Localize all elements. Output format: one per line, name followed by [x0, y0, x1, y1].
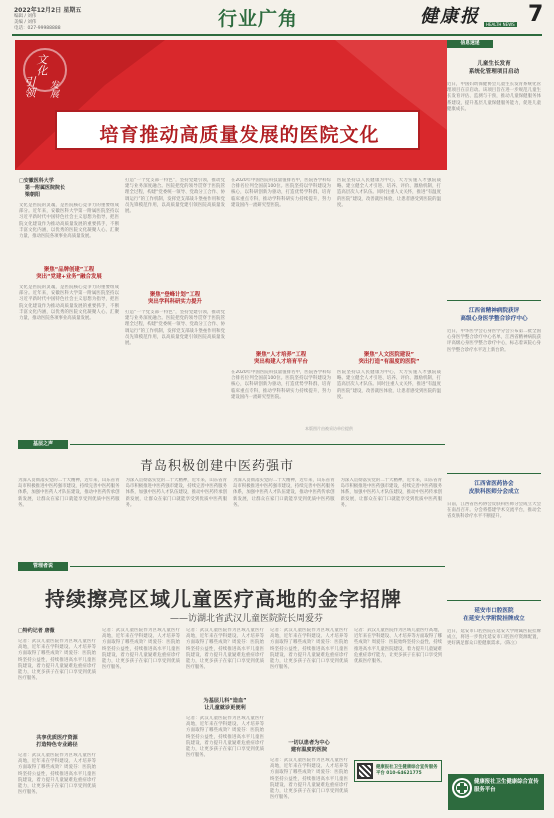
subheading: 突出构建人才培育平台 — [254, 359, 308, 365]
subheading: 突出“党建+业务”融合发展 — [36, 274, 102, 280]
ad-box — [354, 760, 442, 782]
subheading: 共享优质医疗资源 — [36, 735, 78, 741]
article-column-2 — [125, 178, 225, 414]
body-text: 为深入贯彻落实党的二十大精神，近年来，山东省青岛市积极推进中医药强市建设，持续完善中医药服务体系，加强中医药人才队伍建设，推动中医药传承创新发展，让群众在家门口就能享受到优质中医药服务。 — [125, 478, 227, 508]
article-column-4 — [337, 178, 441, 414]
author-affiliation: □安徽医科大学 — [19, 178, 54, 184]
section-headline: 青岛积极创建中医药强市 — [140, 459, 295, 474]
interview-body — [18, 628, 442, 814]
body-text: 文化是医院的灵魂，是医院核心竞争力的重要组成部分。近年来，安徽医科大学第一附属医院坚持以习近平新时代中国特色社会主义思想为指导，把医院文化建设作为推动高质量发展的重要抓手，不断丰富文化内涵，以优秀的医院文化凝聚人心、汇聚力量，推动医院各项事业高质量发展。 — [19, 203, 119, 240]
author-name: 梁朝阳 — [25, 192, 41, 198]
subheading: 为基层儿科“造血” — [203, 698, 247, 704]
section-name: 行业广角 — [218, 8, 299, 30]
article-column-1 — [19, 178, 119, 389]
headline-box — [55, 110, 420, 150]
interview-column-4 — [270, 628, 348, 814]
body-text: 记者：武汉儿童医院作为区域儿童医疗高地，近年来在学科建设、人才培养等方面取得了哪些成效？周爱芬：医院始终坚持公益性，持续推进高水平儿童医院建设，着力提升儿童疑难危重症诊疗能力，让更多孩子在家门口享受到优质医疗服务。 — [102, 628, 180, 671]
body-text: 打造“一个党支部一特色”，坚持党建引领，推动党建与业务深度融合。医院把党的领导贯穿于医院管理全过程，构建“党委统一领导、党政分工合作、协调运行”的工作机制，发挥党支部战斗堡垒作用和党员先锋模范作用，以高质量党建引领医院高质量发展。 — [125, 310, 225, 347]
subheading: 聚焦“登峰计划”工程 — [149, 292, 201, 298]
body-text: 记者：武汉儿童医院作为区域儿童医疗高地，近年来在学科建设、人才培养等方面取得了哪些成效？周爱芬：医院始终坚持公益性，持续推进高水平儿童医院建设，着力提升儿童疑难危重症诊疗能力，让更多孩子在家门口享受到优质医疗服务。 — [270, 628, 348, 671]
body-text: 文化是医院的灵魂，是医院核心竞争力的重要组成部分。近年来，安徽医科大学第一附属医院坚持以习近平新时代中国特色社会主义思想为指导，把医院文化建设作为推动高质量发展的重要抓手，不断丰富文化内涵，以优秀的医院文化凝聚人心、汇聚力量，推动医院各项事业高质量发展。 — [19, 285, 119, 322]
body-text: 为深入贯彻落实党的二十大精神，近年来，山东省青岛市积极推进中医药强市建设，持续完善中医药服务体系，加强中医药人才队伍建设，推动中医药传承创新发展，让群众在家门口就能享受到优质中医药服务。 — [233, 478, 335, 508]
sidebar-headline: 在延安大学附院挂牌成立 — [463, 616, 525, 622]
body-text: 记者：武汉儿童医院作为区域儿童医疗高地，近年来在学科建设、人才培养等方面取得了哪些成效？周爱芬：医院始终坚持公益性，持续推进高水平儿童医院建设，着力提升儿童疑难危重症诊疗能力，让更多孩子在家门口享受到优质医疗服务。 — [270, 758, 348, 801]
sidebar-headline: 江西省精神病院获评 — [468, 308, 520, 314]
editor-credits — [14, 14, 61, 32]
section-divider — [70, 444, 445, 445]
sidebar-headline: 儿童生长发育 — [477, 61, 511, 67]
body-text: 在2020年中国医院科技量值排名中，医院各学科综合排名位列全国前100位。医院坚持以学科建设为核心，以科研创新为驱动，打造优势学科群，培育临床重点专科，推动学科科研实力持续提升，努力建设国内一流研究型医院。 — [231, 178, 331, 208]
headline: 培育推动高质量发展的医院文化 — [99, 124, 380, 146]
sidebar-headline: 系统化管理项目启动 — [468, 69, 520, 75]
art-text: 文化 — [35, 54, 48, 76]
lead-article — [15, 40, 447, 437]
interview-column-3 — [186, 628, 264, 816]
body-text: 记者：武汉儿童医院作为区域儿童医疗高地，近年来在学科建设、人才培养等方面取得了哪些成效？周爱芬：医院始终坚持公益性，持续推进高水平儿童医院建设，着力提升儿童疑难危重症诊疗能力，让更多孩子在家门口享受到优质医疗服务。 — [186, 716, 264, 759]
sidebar-text: 近日，延安市口腔医院在延安大学附属医院挂牌成立，将进一步优化延安市口腔医疗资源配置，更好满足群众口腔健康需求。（陈立） — [447, 629, 541, 647]
art-text: 发展 — [48, 80, 58, 98]
logo-mark-icon — [452, 778, 472, 798]
masthead — [420, 2, 528, 30]
masthead-title: 健康报 — [420, 6, 480, 27]
subheading: 聚焦“人才培养”工程 — [255, 352, 307, 358]
logo-icon — [452, 778, 472, 798]
photo-caption: 本版图片由被采访单位提供 — [305, 426, 353, 431]
body-text: 记者：武汉儿童医院作为区域儿童医疗高地，近年来在学科建设、人才培养等方面取得了哪些成效？周爱芬：医院始终坚持公益性，持续推进高水平儿童医院建设，着力提升儿童疑难危重症诊疗能力，让更多孩子在家门口享受到优质医疗服务。 — [186, 628, 264, 671]
issue-date: 2022年12月2日 星期五 — [14, 7, 82, 14]
author-title: 第一附属医院院长 — [25, 185, 66, 191]
subheading: 聚焦“人文医院建设” — [363, 352, 415, 358]
sidebar-text: 近日，中华医学会心身医学分会公布第二批全国心身医学整合诊疗中心名单，江西省精神病院获评高级心身医学整合诊疗中心，标志着该院心身医学整合诊疗水平迈上新台阶。 — [447, 329, 541, 353]
section-subheadline: ——访湖北省武汉儿童医院院长周爱芬 — [170, 614, 324, 624]
section-divider — [70, 566, 445, 567]
subheading: 让儿童就诊更便利 — [204, 705, 246, 711]
interview-column-2 — [102, 628, 180, 814]
body-text: 记者：武汉儿童医院作为区域儿童医疗高地，近年来在学科建设、人才培养等方面取得了哪些成效？周爱芬：医院始终坚持公益性，持续推进高水平儿童医院建设，着力提升儿童疑难危重症诊疗能力，让更多孩子在家门口享受到优质医疗服务。 — [18, 639, 96, 682]
subheading: 突出打造“有温度的医院” — [358, 359, 420, 365]
phone-line: 电话：027-99988888 — [14, 26, 61, 31]
body-text: 医院坚持以人民健康为中心，大力实施人才强院战略。建立健全人才引进、培养、评价、激励机制，打造高层次人才队伍。同时注重人文关怀，推进“有温度的医院”建设，改善就医体验，让患者感受到医院的温度。 — [337, 178, 441, 208]
body-text: 记者：武汉儿童医院作为区域儿童医疗高地，近年来在学科建设、人才培养等方面取得了哪些成效？周爱芬：医院始终坚持公益性，持续推进高水平儿童医院建设，着力提升儿童疑难危重症诊疗能力，让更多孩子在家门口享受到优质医疗服务。 — [18, 753, 96, 796]
interview-column-1 — [18, 628, 96, 803]
sidebar-headline: 延安市口腔医院 — [474, 608, 514, 614]
subheading: 聚焦“品牌创建”工程 — [43, 267, 95, 273]
article-column-3 — [231, 178, 331, 414]
body-text: 医院坚持以人民健康为中心，大力实施人才强院战略。建立健全人才引进、培养、评价、激励机制，打造高层次人才队伍。同时注重人文关怀，推进“有温度的医院”建设，改善就医体验，让患者感受到医院的温度。 — [337, 370, 441, 400]
sidebar-divider — [447, 473, 541, 474]
subheading: 突出学科科研实力提升 — [148, 299, 202, 305]
section2-columns — [18, 478, 442, 556]
news-sidebar — [447, 40, 541, 818]
body-text: 为深入贯彻落实党的二十大精神，近年来，山东省青岛市积极推进中医药强市建设，持续完善中医药服务体系，加强中医药人才队伍建设，推动中医药传承创新发展，让群众在家门口就能享受到优质中医药服务。 — [18, 478, 120, 508]
body-text: 记者：武汉儿童医院作为区域儿童医疗高地，近年来在学科建设、人才培养等方面取得了哪些成效？周爱芬：医院始终坚持公益性，持续推进高水平儿童医院建设，着力提升儿童疑难危重症诊疗能力，让更多孩子在家门口享受到优质医疗服务。 — [354, 628, 442, 665]
body-text: 在2020年中国医院科技量值排名中，医院各学科综合排名位列全国前100位。医院坚持以学科建设为核心，以科研创新为驱动，打造优势学科群，培育临床重点专科，推动学科科研实力持续提升，努力建设国内一流研究型医院。 — [231, 370, 331, 400]
qr-code-icon — [357, 763, 373, 779]
editor-line: 美编 / 刘伟 — [14, 20, 37, 25]
sidebar-divider — [447, 300, 541, 301]
subheading: 建有温度的医院 — [290, 747, 328, 753]
footer-text: 健康报社卫生健康综合宣传服务平台 — [474, 779, 539, 793]
interview-column-5 — [354, 628, 442, 782]
art-text: 引领 — [23, 76, 36, 98]
sidebar-headline: 江西省医药协会 — [474, 481, 514, 487]
subheading: 打造特色专业路径 — [36, 742, 78, 748]
masthead-english: HEALTH NEWS — [486, 22, 515, 27]
sidebar-text: 近日，中国妇幼保健协会儿童生长发育系统化管理项目在京启动。该项目旨在进一步规范儿童生长发育评估、监测与干预，推动儿童保健服务体系建设，提升基层儿童保健服务能力，促进儿童健康成长。 — [447, 82, 541, 112]
editor-line: 编辑 / 刘伟 — [14, 14, 37, 19]
section-tag: 基层之声 — [18, 440, 68, 449]
sidebar-tag: 信息速递 — [447, 40, 493, 48]
page-number: 7 — [528, 2, 544, 27]
reporter-byline: □特约记者 唐薇 — [18, 628, 55, 634]
section-tag: 管理者说 — [18, 562, 68, 571]
sidebar-headline: 皮肤科医师分会成立 — [468, 489, 520, 495]
ad-text: 健康报社卫生健康综合宣传服务平台 010-64621775 — [376, 765, 438, 776]
section-headline: 持续擦亮区域儿童医疗高地的金字招牌 — [45, 587, 402, 611]
sidebar-headline: 高级心身医学整合诊疗中心 — [460, 316, 528, 322]
subheading: 一切以患者为中心 — [288, 740, 330, 746]
body-text: 打造“一个党支部一特色”，坚持党建引领，推动党建与业务深度融合。医院把党的领导贯穿于医院管理全过程，构建“党委统一领导、党政分工合作、协调运行”的工作机制，发挥党支部战斗堡垒作用和党员先锋模范作用，以高质量党建引领医院高质量发展。 — [125, 178, 225, 215]
header-divider — [12, 34, 542, 36]
sidebar-text: 日前，江西省医药协会皮肤科医师分会成立大会在南昌召开。分会将搭建学术交流平台，推动全省皮肤科诊疗水平不断提升。 — [447, 502, 541, 520]
body-text: 为深入贯彻落实党的二十大精神，近年来，山东省青岛市积极推进中医药强市建设，持续完善中医药服务体系，加强中医药人才队伍建设，推动中医药传承创新发展，让群众在家门口就能享受到优质中医药服务。 — [340, 478, 442, 508]
sidebar-divider — [447, 600, 541, 601]
